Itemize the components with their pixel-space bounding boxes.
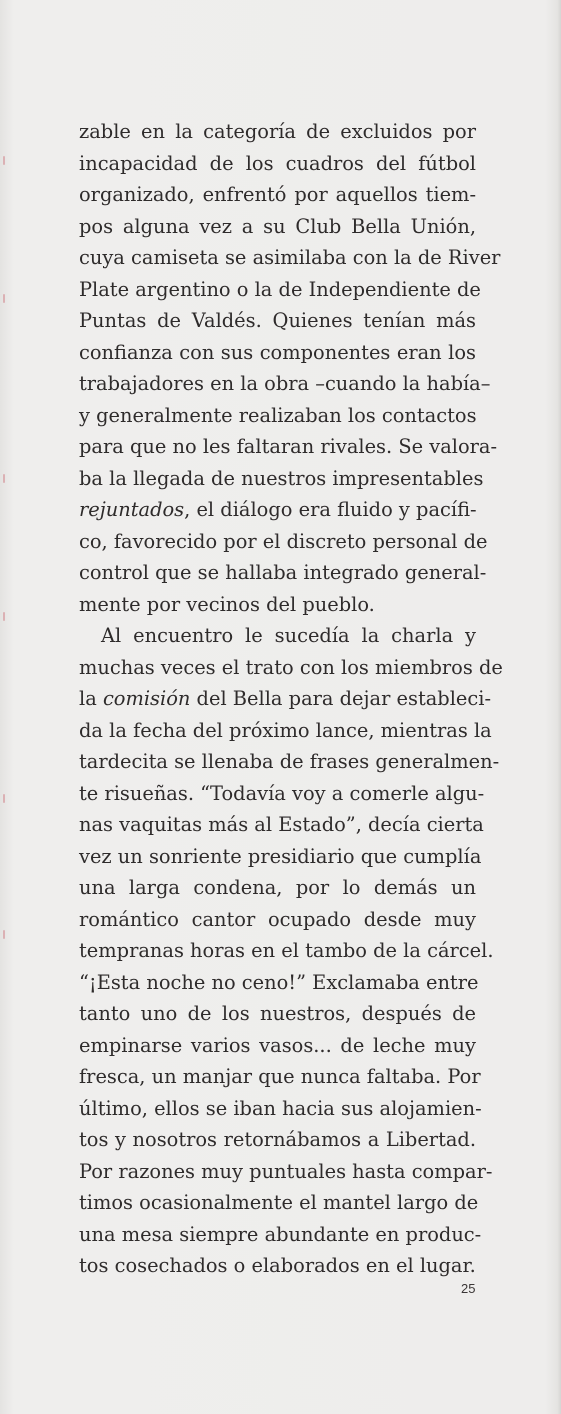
text-line: tos y nosotros retornábamos a Libertad.	[79, 1128, 476, 1151]
text-line: fresca, un manjar que nunca faltaba. Por	[79, 1065, 481, 1088]
page-edge	[557, 0, 561, 1414]
page-number: 25	[461, 1281, 476, 1296]
text-line: la comisión del Bella para dejar estableci-	[79, 687, 492, 710]
text-line: tempranas horas en el tambo de la cárcel.	[79, 939, 494, 962]
text-line: co, favorecido por el discreto personal de	[79, 529, 488, 553]
margin-mark	[3, 930, 5, 939]
margin-mark	[3, 612, 5, 621]
text-line: tanto uno de los nuestros, después de	[79, 1002, 476, 1025]
text-line: trabajadores en la obra –cuando la había–	[79, 372, 491, 395]
text-line: una mesa siempre abundante en produc-	[79, 1222, 482, 1246]
body-text	[79, 116, 503, 1282]
text-line: Puntas de Valdés. Quienes tenían más	[79, 309, 476, 332]
margin-mark	[3, 794, 5, 803]
text-line: tos cosechados o elaborados en el lugar.	[79, 1254, 476, 1277]
text-line: nas vaquitas más al Estado”, decía cierta	[79, 813, 484, 836]
text-line: Por razones muy puntuales hasta compar-	[79, 1159, 493, 1183]
text-line: Plate argentino o la de Independiente de	[79, 277, 481, 301]
text-line: y generalmente realizaban los contactos	[79, 403, 477, 427]
paragraph	[79, 116, 501, 620]
text-line: ba la llegada de nuestros impresentables	[79, 466, 484, 490]
text-line: mente por vecinos del pueblo.	[79, 592, 375, 616]
text-line: tardecita se llenaba de frases generalmen-	[79, 750, 500, 773]
text-line: para que no les faltaran rivales. Se valora-	[79, 435, 498, 458]
text-line: vez un sonriente presidiario que cumplía	[79, 844, 482, 868]
margin-mark	[3, 474, 5, 483]
text-line: romántico cantor ocupado desde muy	[79, 907, 476, 931]
text-line: incapacidad de los cuadros del fútbol	[79, 151, 476, 175]
text-line: timos ocasionalmente el mantel largo de	[79, 1191, 479, 1214]
italic-term: comisión	[102, 687, 191, 710]
text-line: da la fecha del próximo lance, mientras la	[79, 718, 492, 742]
paragraph	[79, 620, 503, 1282]
text-line: Al encuentro le sucedía la charla y	[101, 624, 476, 647]
margin-mark	[3, 156, 5, 165]
text-line: “¡Esta noche no ceno!” Exclamaba entre	[79, 970, 479, 994]
text-line: rejuntados, el diálogo era fluido y pacífi-	[79, 498, 477, 521]
text-line: organizado, enfrentó por aquellos tiem-	[79, 183, 476, 206]
text-line: confianza con sus componentes eran los	[79, 340, 476, 364]
text-line: empinarse varios vasos... de leche muy	[79, 1033, 476, 1057]
text-line: una larga condena, por lo demás un	[79, 876, 476, 899]
text-line: control que se hallaba integrado general-	[79, 561, 487, 584]
italic-term: rejuntados	[79, 498, 185, 521]
margin-mark	[3, 294, 5, 303]
text-line: pos alguna vez a su Club Bella Unión,	[79, 214, 476, 238]
text-line: último, ellos se iban hacia sus alojamien-	[79, 1096, 482, 1120]
text-line: te risueñas. “Todavía voy a comerle algu-	[79, 781, 485, 805]
text-line: zable en la categoría de excluidos por	[79, 120, 476, 143]
text-line: muchas veces el trato con los miembros de	[79, 655, 503, 679]
text-line: cuya camiseta se asimilaba con la de River	[79, 246, 501, 269]
